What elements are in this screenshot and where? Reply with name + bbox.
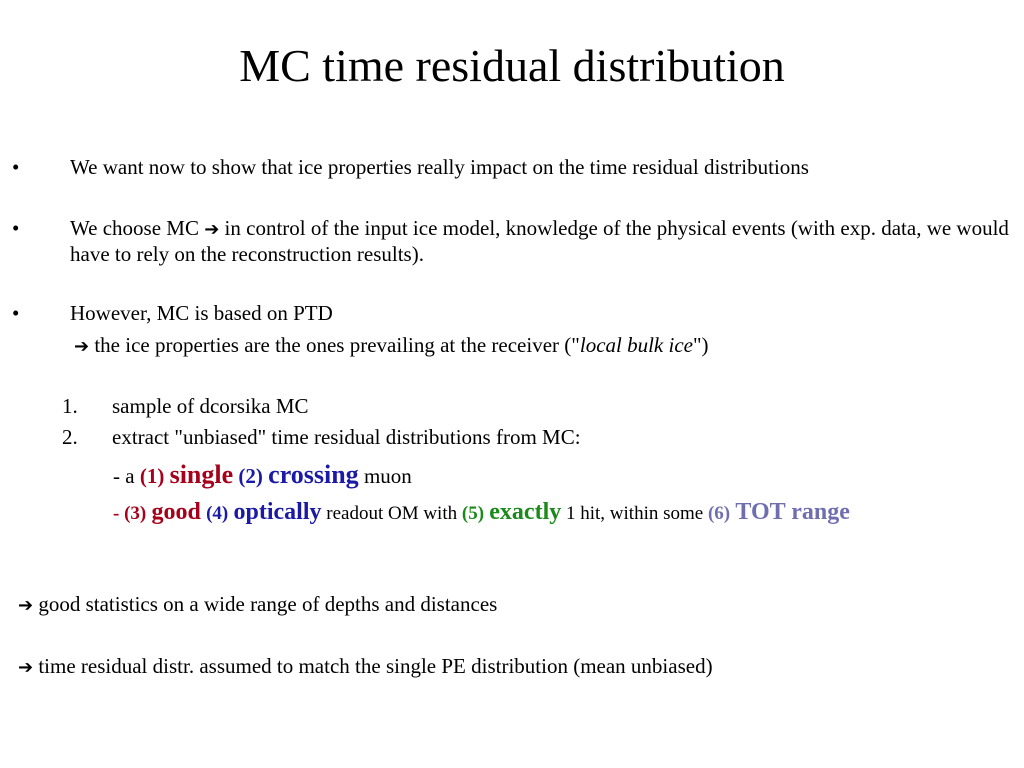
bullet-text-start: We choose MC (70, 216, 205, 240)
bullet-text: We want now to show that ice properties really impact on the time residual distributions (70, 155, 809, 179)
criteria-prefix: - a (113, 464, 140, 488)
word-optically: optically (233, 499, 322, 525)
marker-6: (6) (707, 503, 731, 524)
marker-1: (1) (139, 464, 165, 488)
ptd-text-end: ") (692, 333, 709, 357)
criteria-mid-text: readout OM with (321, 503, 462, 524)
bullet-text: However, MC is based on PTD (70, 301, 333, 325)
word-good: good (151, 499, 201, 525)
numbered-item-1 (62, 394, 309, 419)
bullet-dot: • (12, 155, 20, 179)
bullet-dot: • (12, 301, 20, 325)
conclusion-single-pe (18, 654, 713, 680)
right-arrow-icon: ➔ (18, 595, 34, 616)
ptd-consequence-line (74, 333, 709, 359)
marker-5: (5) (461, 503, 485, 524)
conclusion-statistics (18, 592, 497, 618)
marker-4: (4) (206, 503, 229, 524)
criteria-suffix: muon (358, 464, 412, 488)
bullet-dot: • (12, 216, 20, 240)
local-bulk-ice-text: local bulk ice (579, 333, 693, 357)
numbered-item-2 (62, 425, 581, 450)
right-arrow-icon: ➔ (74, 336, 90, 357)
ptd-text: the ice properties are the ones prevailing at the receiver (" (89, 333, 580, 357)
bullet-ptd (0, 301, 1024, 326)
word-exactly: exactly (489, 499, 562, 525)
criteria-mid-text-2: 1 hit, within some (561, 503, 708, 524)
item-text: sample of dcorsika MC (112, 394, 309, 418)
word-crossing: crossing (268, 460, 359, 489)
slide-title: MC time residual distribution (239, 40, 785, 91)
marker-3: - (3) (113, 503, 147, 524)
marker-2: (2) (238, 464, 263, 488)
item-number: 2. (62, 425, 78, 449)
word-single: single (169, 460, 234, 489)
bullet-ice-impact (0, 155, 1024, 180)
right-arrow-icon: ➔ (204, 219, 220, 240)
right-arrow-icon: ➔ (18, 657, 34, 678)
bullet-choose-mc (0, 216, 1024, 266)
criteria-line-om (113, 497, 850, 529)
conclusion-text: good statistics on a wide range of depths and distances (33, 592, 498, 616)
criteria-line-muon (113, 460, 412, 491)
item-text: extract "unbiased" time residual distributions from MC: (112, 425, 581, 449)
word-tot-range: TOT range (735, 499, 850, 525)
bullet-text-rest: in control of the input ice model, knowledge of the physical events (with exp. data, we would have to rely on the reconstruction results). (70, 216, 1009, 266)
item-number: 1. (62, 394, 78, 418)
bullet-text (70, 216, 1020, 267)
conclusion-text: time residual distr. assumed to match the single PE distribution (mean unbiased) (33, 654, 713, 678)
